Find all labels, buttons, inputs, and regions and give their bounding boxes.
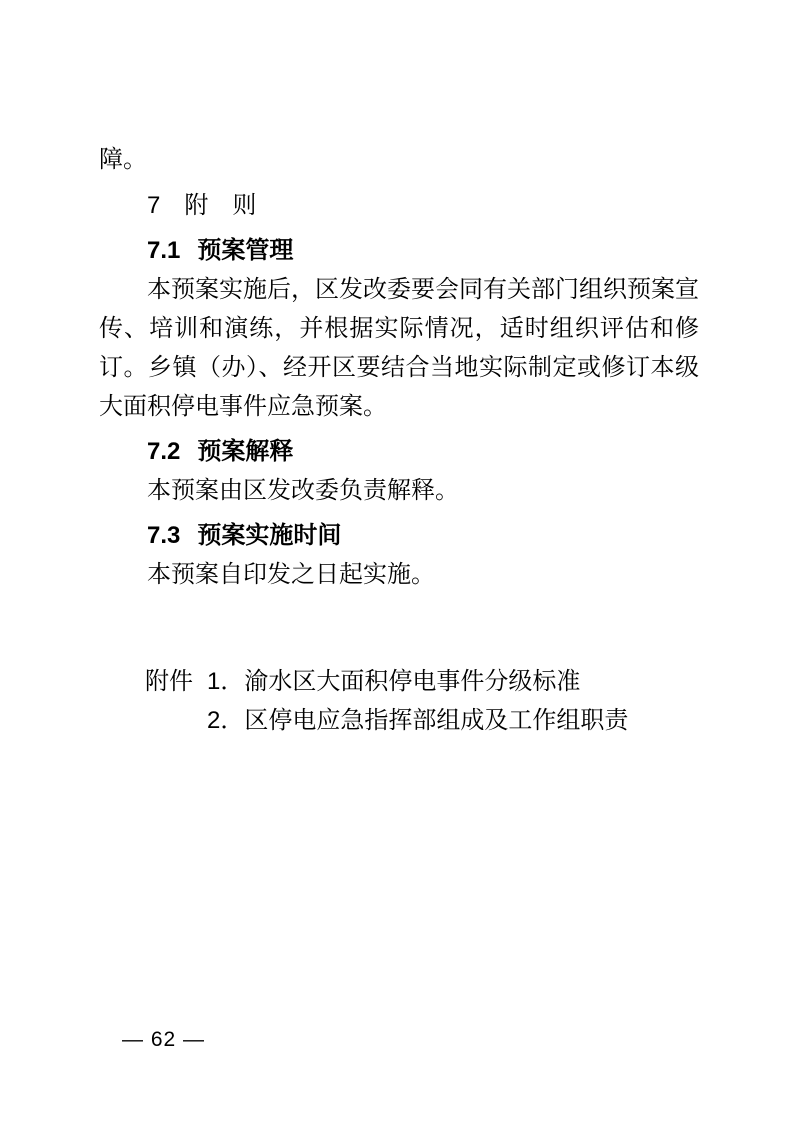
paragraph-7-1: 本预案实施后，区发改委要会同有关部门组织预案宣传、培训和演练，并根据实际情况，适时组织评估和修订。乡镇（办）、经开区要结合当地实际制定或修订本级大面积停电事件应急预案。 bbox=[99, 276, 699, 420]
attachment-title: 区停电应急指挥部组成及工作组职责 bbox=[244, 707, 629, 734]
attachments-list bbox=[207, 662, 628, 740]
section-title: 预案实施时间 bbox=[197, 522, 342, 549]
section-title: 预案管理 bbox=[197, 237, 294, 264]
attachment-number: 1． bbox=[207, 668, 245, 695]
document-body bbox=[99, 140, 699, 740]
section-heading-7-2 bbox=[99, 432, 699, 471]
attachments-label: 附件 bbox=[145, 668, 193, 695]
section-heading-7-3 bbox=[99, 516, 699, 555]
section-title: 预案解释 bbox=[197, 438, 294, 465]
attachment-title: 渝水区大面积停电事件分级标准 bbox=[244, 668, 581, 695]
paragraph-7-3: 本预案自印发之日起实施。 bbox=[147, 561, 435, 588]
page-number: — 62 — bbox=[122, 1028, 206, 1051]
section-number: 7.1 bbox=[147, 237, 181, 264]
continuation-text: 障。 bbox=[99, 146, 147, 173]
section-number: 7.3 bbox=[147, 522, 181, 549]
chapter-heading: 7 附 则 bbox=[147, 192, 257, 219]
section-number: 7.2 bbox=[147, 438, 181, 465]
attachment-item bbox=[207, 662, 628, 701]
attachment-item bbox=[207, 701, 628, 740]
paragraph-7-2: 本预案由区发改委负责解释。 bbox=[147, 477, 459, 504]
attachment-number: 2． bbox=[207, 707, 245, 734]
attachments-block bbox=[145, 662, 699, 740]
section-heading-7-1 bbox=[99, 231, 699, 270]
